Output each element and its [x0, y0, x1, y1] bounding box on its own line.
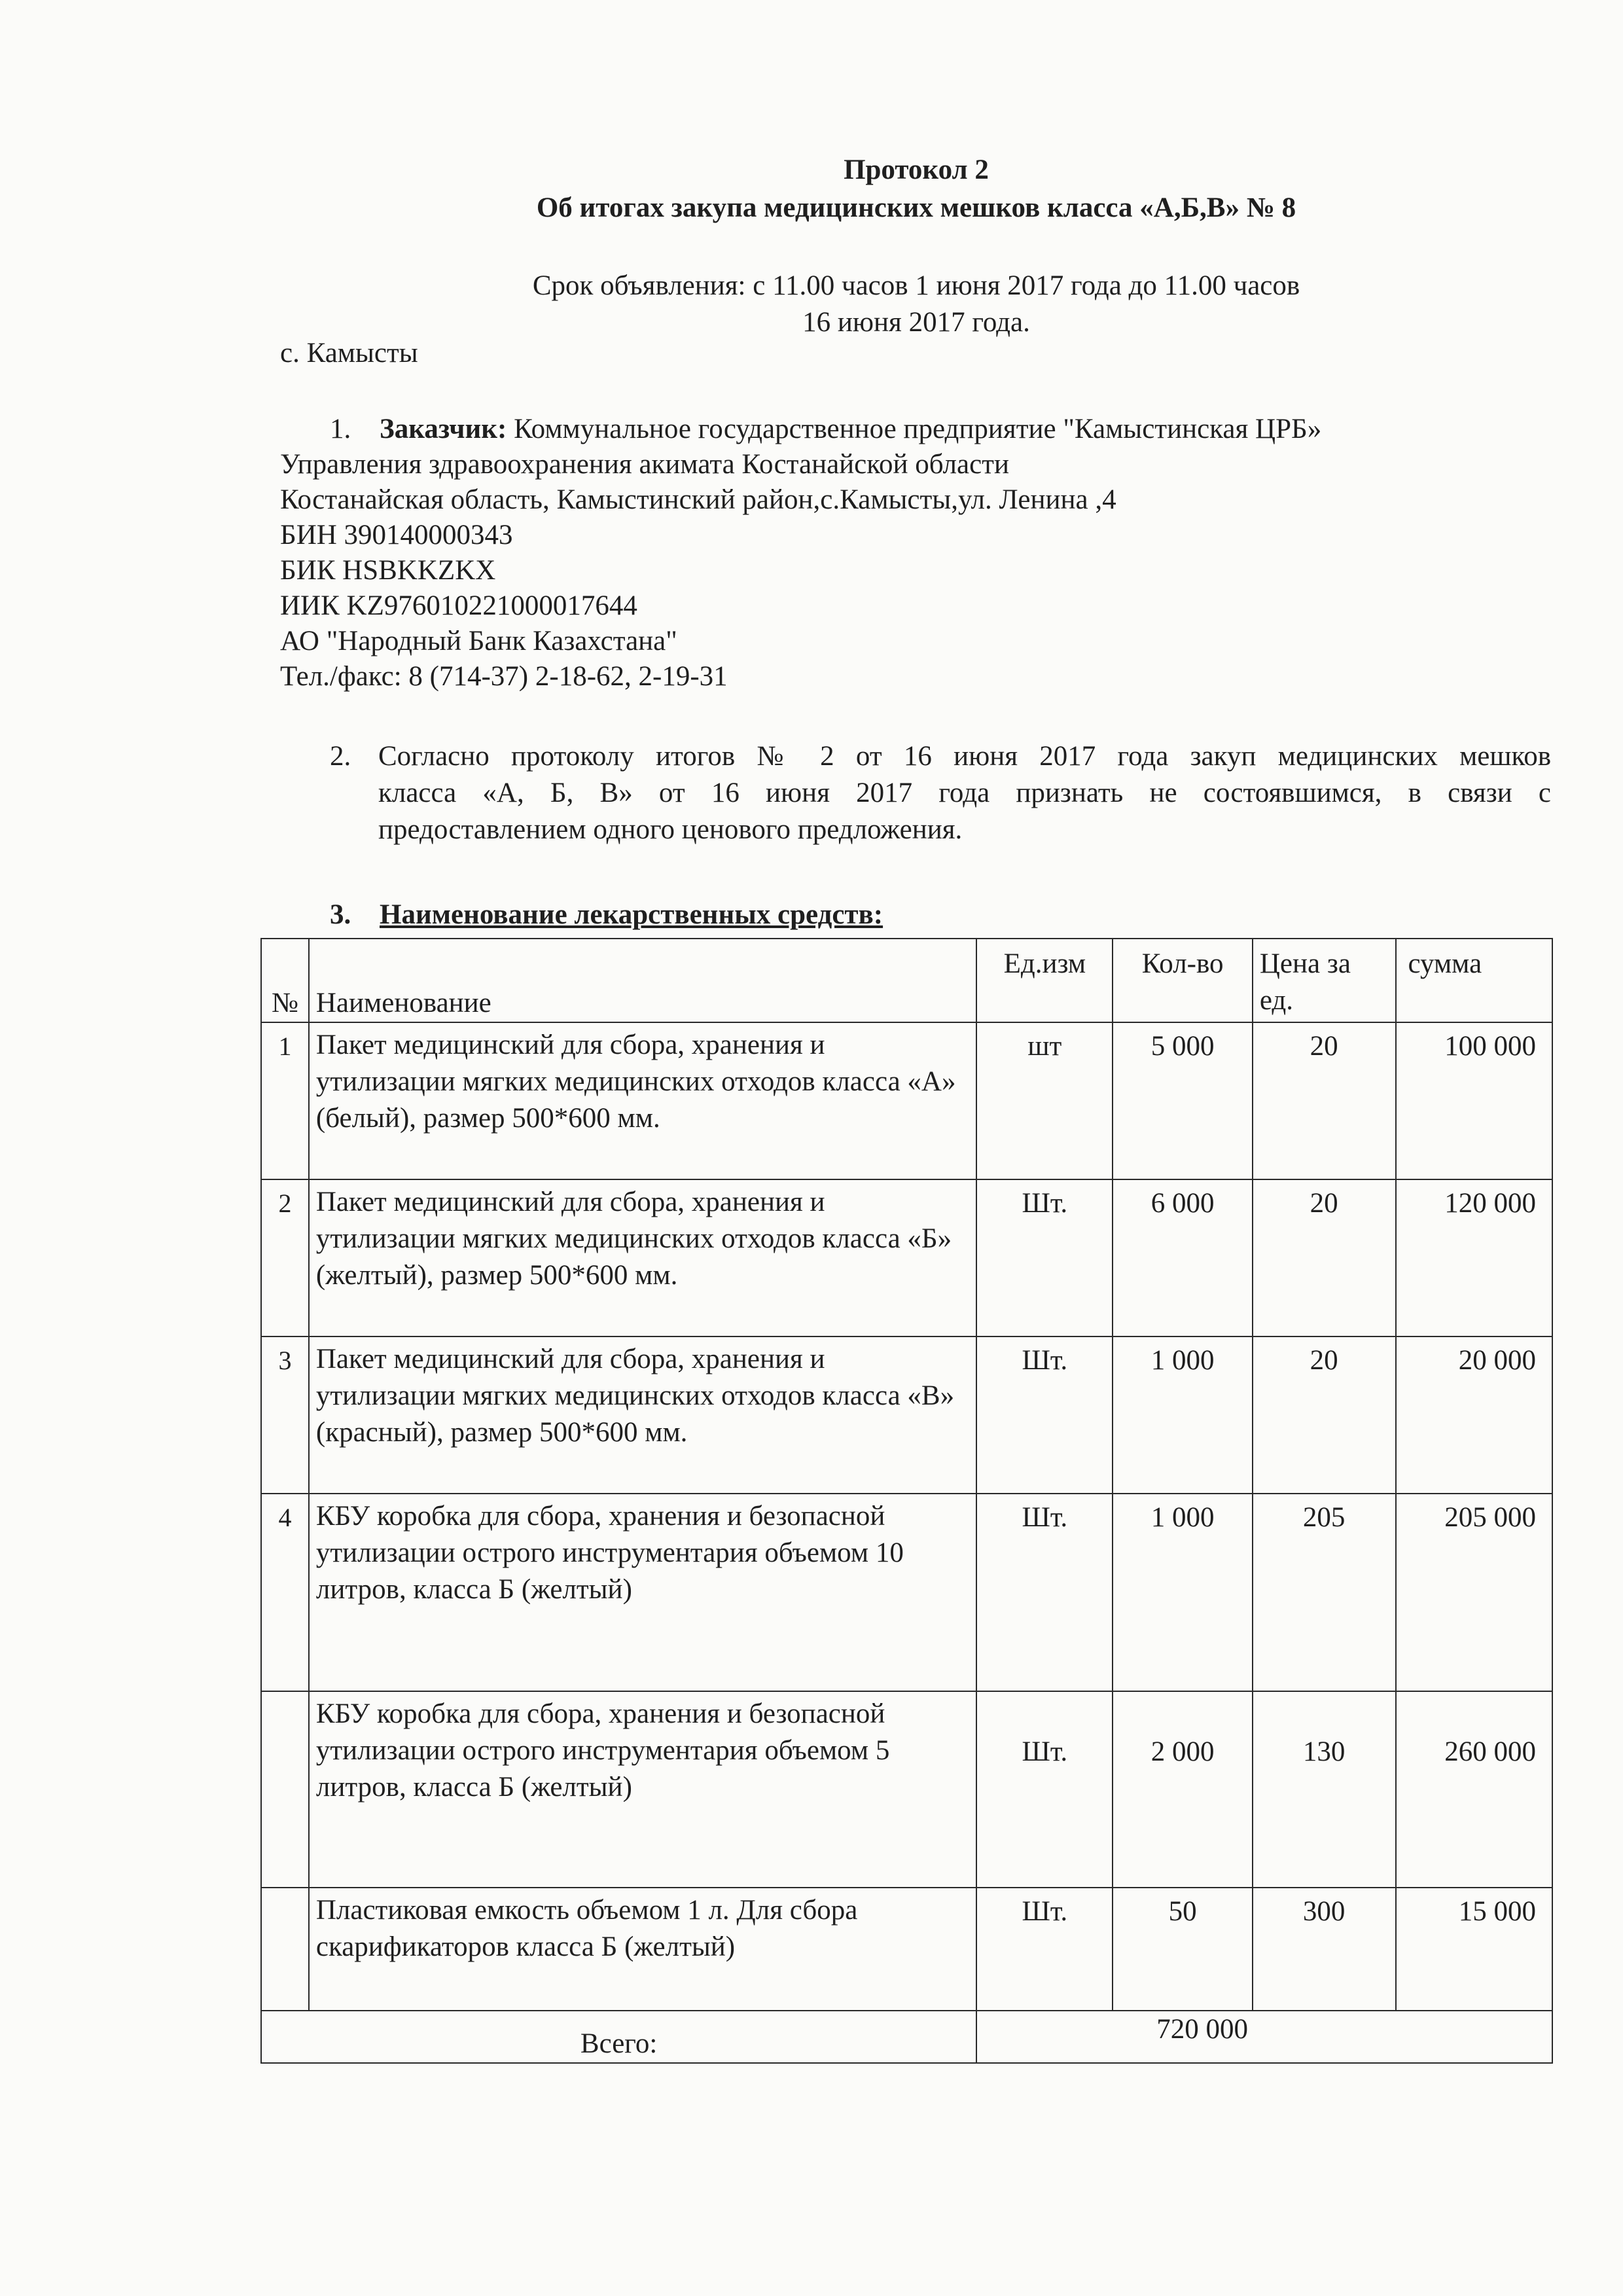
- row-sum: 260 000: [1396, 1691, 1553, 1888]
- row-unit: Шт.: [976, 1691, 1113, 1888]
- row-name: КБУ коробка для сбора, хранения и безопасной утилизации острого инструментария объемом 10 литров, класса Б (желтый): [309, 1494, 976, 1691]
- row-price: 20: [1253, 1336, 1396, 1494]
- row-price: 130: [1253, 1691, 1396, 1888]
- row-name: Пластиковая емкость объемом 1 л. Для сбора скарификаторов класса Б (желтый): [309, 1888, 976, 2011]
- table-row: [261, 1022, 1552, 1179]
- table-total-row: [261, 2011, 1552, 2063]
- header-price: Цена за ед.: [1253, 939, 1396, 1022]
- row-unit: Шт.: [976, 1336, 1113, 1494]
- row-price: 20: [1253, 1179, 1396, 1336]
- goods-table: [260, 938, 1553, 2064]
- protocol-title: Протокол 2: [844, 154, 989, 185]
- section2-line2: класса «А, Б, В» от 16 июня 2017 года признать не состоявшимся, в связи с: [378, 778, 1551, 808]
- customer-address: Костанайская область, Камыстинский район,с.Камысты,ул. Ленина ,4: [280, 484, 1116, 515]
- table-row: [261, 1336, 1552, 1494]
- table-row: [261, 1179, 1552, 1336]
- total-label: Всего:: [261, 2011, 976, 2063]
- header-qty: Кол-во: [1113, 939, 1252, 1022]
- row-sum: 15 000: [1396, 1888, 1553, 2011]
- section2-line1: Согласно протоколу итогов № 2 от 16 июня 2017 года закуп медицинских мешков: [378, 741, 1551, 772]
- row-sum: 100 000: [1396, 1022, 1553, 1179]
- row-name: Пакет медицинский для сбора, хранения и утилизации мягких медицинских отходов класса «А» (белый), размер 500*600 мм.: [309, 1022, 976, 1179]
- row-qty: 5 000: [1113, 1022, 1252, 1179]
- row-num: 4: [261, 1494, 309, 1691]
- announcement-term-line1: Срок объявления: с 11.00 часов 1 июня 2017 года до 11.00 часов: [532, 270, 1300, 301]
- customer-label: Заказчик:: [380, 414, 507, 444]
- row-unit: Шт.: [976, 1888, 1113, 2011]
- announcement-term-line2: 16 июня 2017 года.: [802, 307, 1030, 338]
- header-sum: сумма: [1396, 939, 1553, 1022]
- header-name: Наименование: [309, 939, 976, 1022]
- customer-line1: [380, 411, 1321, 448]
- header-num: №: [261, 939, 309, 1022]
- total-value: 720 000: [976, 2011, 1552, 2063]
- table-row: [261, 1888, 1552, 2011]
- section3-number: 3.: [330, 899, 351, 930]
- row-price: 300: [1253, 1888, 1396, 2011]
- row-name: Пакет медицинский для сбора, хранения и утилизации мягких медицинских отходов класса «В» (красный), размер 500*600 мм.: [309, 1336, 976, 1494]
- section3-title: Наименование лекарственных средств:: [380, 899, 883, 930]
- row-num: 2: [261, 1179, 309, 1336]
- row-num: [261, 1691, 309, 1888]
- section1-number: 1.: [330, 414, 351, 444]
- row-unit: Шт.: [976, 1494, 1113, 1691]
- customer-department: Управления здравоохранения акимата Костанайской области: [280, 449, 1009, 480]
- table-row: [261, 1691, 1552, 1888]
- row-name: КБУ коробка для сбора, хранения и безопасной утилизации острого инструментария объемом 5 литров, класса Б (желтый): [309, 1691, 976, 1888]
- customer-iik: ИИК KZ976010221000017644: [280, 590, 637, 621]
- row-num: [261, 1888, 309, 2011]
- row-qty: 1 000: [1113, 1494, 1252, 1691]
- row-unit: Шт.: [976, 1179, 1113, 1336]
- customer-bank: АО "Народный Банк Казахстана": [280, 626, 677, 656]
- protocol-subtitle: Об итогах закупа медицинских мешков класса «А,Б,В» № 8: [536, 192, 1296, 223]
- row-price: 20: [1253, 1022, 1396, 1179]
- row-qty: 50: [1113, 1888, 1252, 2011]
- customer-bin: БИН 390140000343: [280, 520, 513, 550]
- row-num: 1: [261, 1022, 309, 1179]
- customer-name: Коммунальное государственное предприятие "Камыстинская ЦРБ»: [507, 414, 1322, 444]
- row-name: Пакет медицинский для сбора, хранения и утилизации мягких медицинских отходов класса «Б» (желтый), размер 500*600 мм.: [309, 1179, 976, 1336]
- section2-line3: предоставлением одного ценового предложения.: [378, 814, 963, 845]
- row-sum: 120 000: [1396, 1179, 1553, 1336]
- row-price: 205: [1253, 1494, 1396, 1691]
- row-sum: 20 000: [1396, 1336, 1553, 1494]
- header-unit: Ед.изм: [976, 939, 1113, 1022]
- table-row: [261, 1494, 1552, 1691]
- place: с. Камысты: [280, 338, 418, 368]
- row-num: 3: [261, 1336, 309, 1494]
- customer-bik: БИК HSBKKZKX: [280, 555, 496, 586]
- customer-phone: Тел./факс: 8 (714-37) 2-18-62, 2-19-31: [280, 661, 728, 692]
- table-header-row: [261, 939, 1552, 1022]
- row-qty: 1 000: [1113, 1336, 1252, 1494]
- row-sum: 205 000: [1396, 1494, 1553, 1691]
- row-qty: 2 000: [1113, 1691, 1252, 1888]
- row-qty: 6 000: [1113, 1179, 1252, 1336]
- row-unit: шт: [976, 1022, 1113, 1179]
- section2-number: 2.: [330, 741, 351, 772]
